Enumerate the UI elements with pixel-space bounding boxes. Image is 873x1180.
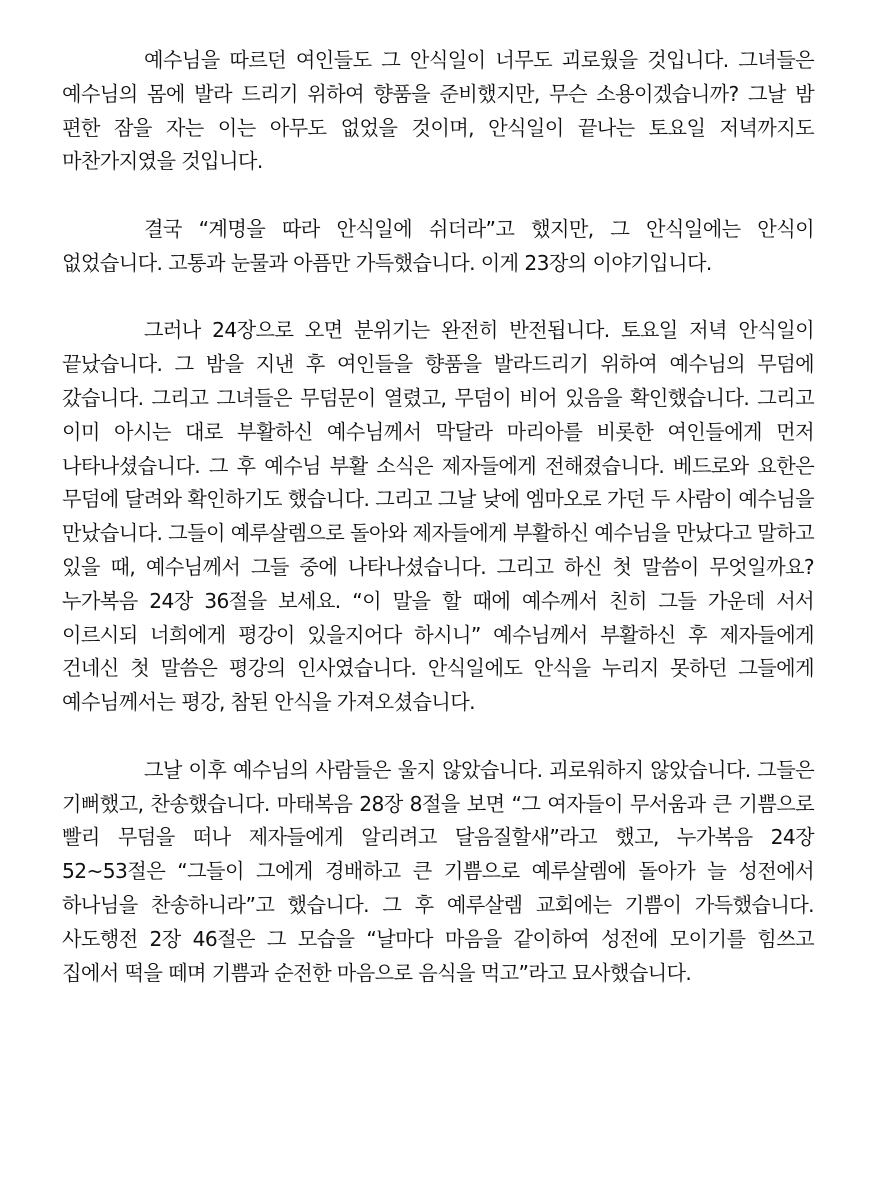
document-body bbox=[62, 44, 814, 990]
paragraph-women-sabbath-grief: 예수님을 따르던 여인들도 그 안식일이 너무도 괴로웠을 것입니다. 그녀들은 예수님의 몸에 발라 드리기 위하여 향품을 준비했지만, 무슨 소용이겠습니까? 그날 밤 편한 잠을 자는 이는 아무도 없었을 것이며, 안식일이 끝나는 토요일 저녁까지도 마찬가지였을 것입니다. bbox=[62, 48, 814, 174]
paragraph-resurrection-peace: 그러나 24장으로 오면 분위기는 완전히 반전됩니다. 토요일 저녁 안식일이 끝났습니다. 그 밤을 지낸 후 여인들을 향품을 발라드리기 위하여 예수님의 무덤에 갔습니다. 그리고 그녀들은 무덤문이 열렸고, 무덤이 비어 있음을 확인했습니다. 그리고 이미 아시는 대로 부활하신 예수님께서 막달라 마리아를 비롯한 여인들에게 먼저 나타나셨습니다. 그 후 예수님 부활 소식은 제자들에게 전해졌습니다. 베드로와 요한은 무덤에 달려와 확인하기도 했습니다. 그리고 그날 낮에 엠마오로 가던 두 사람이 예수님을 만났습니다. 그들이 예루살렘으로 돌아와 제자들에게 부활하신 예수님을 만났다고 말하고 있을 때, 예수님께서 그들 중에 나타나셨습니다. 그리고 하신 첫 말씀이 무엇일까요? 누가복음 24장 36절을 보세요. “이 말을 할 때에 예수께서 친히 그들 가운데 서서 이르시되 너희에게 평강이 있을지어다 하시니” 예수님께서 부활하신 후 제자들에게 건네신 첫 말씀은 평강의 인사였습니다. 안식일에도 안식을 누리지 못하던 그들에게 예수님께서는 평강, 참된 안식을 가져오셨습니다. bbox=[62, 318, 814, 715]
paragraph-joy-after-resurrection: 그날 이후 예수님의 사람들은 울지 않았습니다. 괴로워하지 않았습니다. 그들은 기뻐했고, 찬송했습니다. 마태복음 28장 8절을 보면 “그 여자들이 무서움과 큰 기쁨으로 빨리 무덤을 떠나 제자들에게 알리려고 달음질할새”라고 했고, 누가복음 24장 52~53절은 “그들이 그에게 경배하고 큰 기쁨으로 예루살렘에 돌아가 늘 성전에서 하나님을 찬송하니라”고 했습니다. 그 후 예루살렘 교회에는 기쁨이 가득했습니다. 사도행전 2장 46절은 그 모습을 “날마다 마음을 같이하여 성전에 모이기를 힘쓰고 집에서 떡을 떼며 기쁨과 순전한 마음으로 음식을 먹고”라고 묘사했습니다. bbox=[62, 757, 814, 985]
paragraph-no-rest-on-sabbath: 결국 “계명을 따라 안식일에 쉬더라”고 했지만, 그 안식일에는 안식이 없었습니다. 고통과 눈물과 아픔만 가득했습니다. 이게 23장의 이야기입니다. bbox=[62, 216, 814, 275]
